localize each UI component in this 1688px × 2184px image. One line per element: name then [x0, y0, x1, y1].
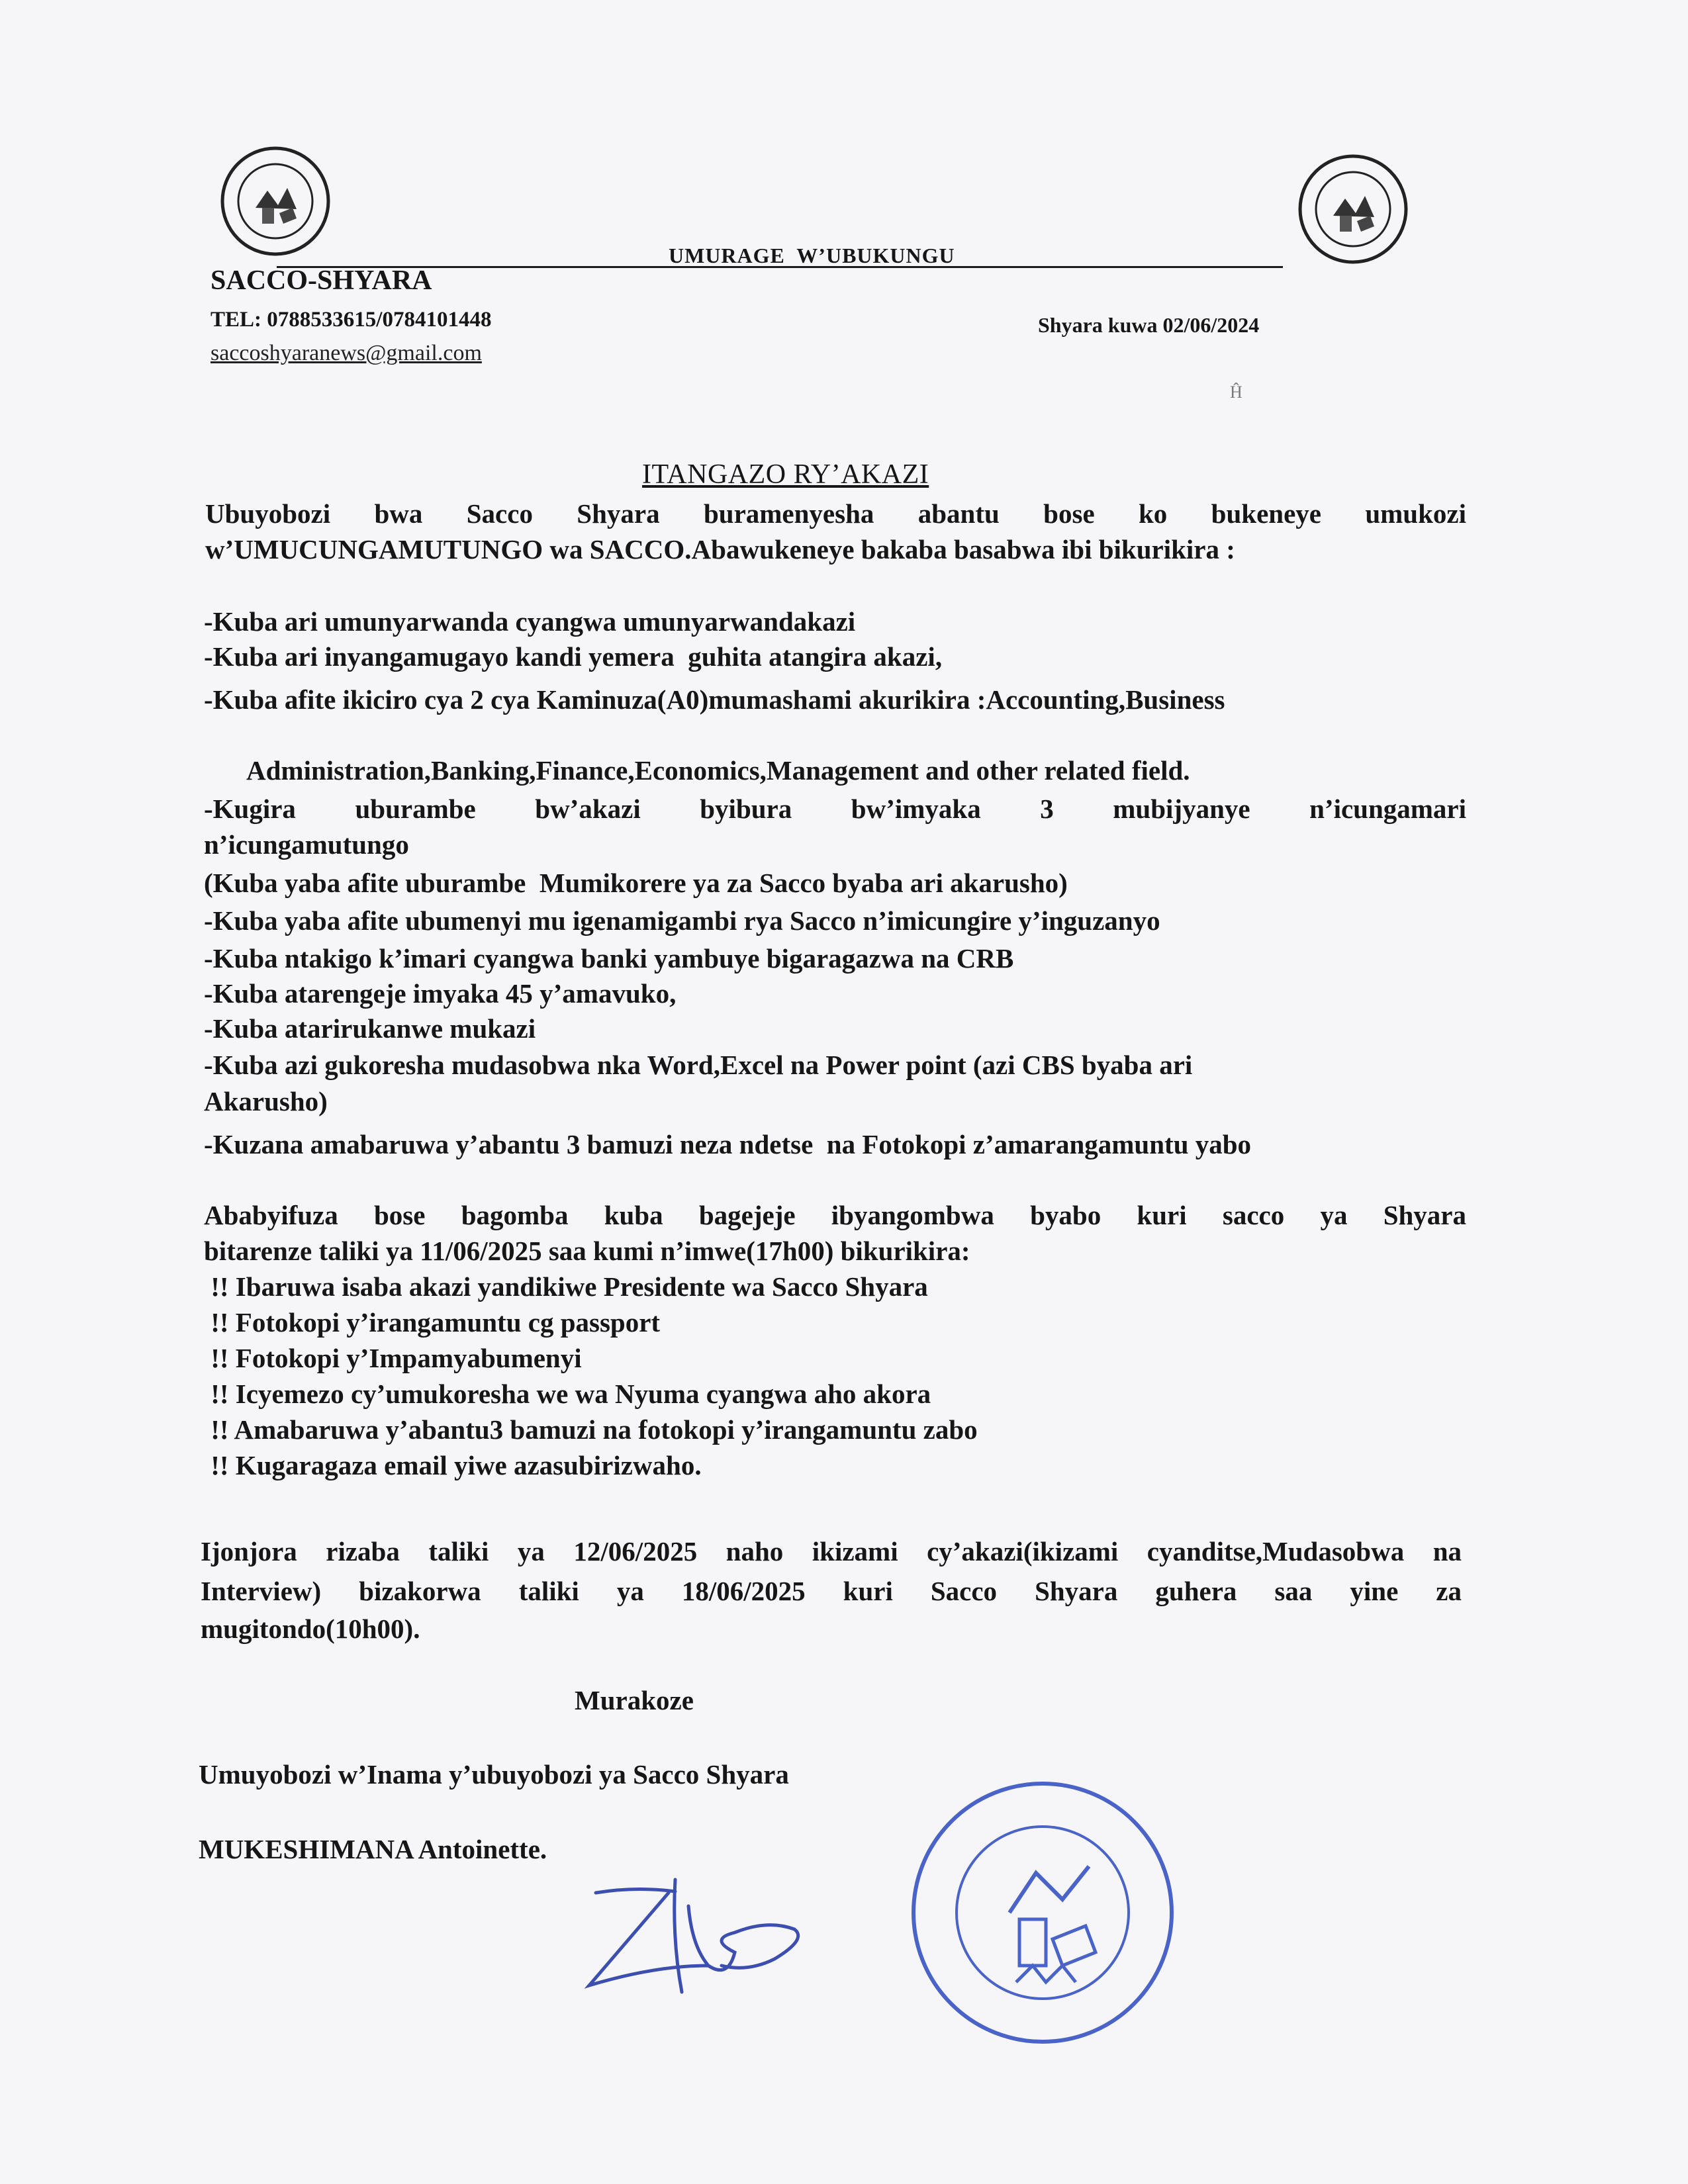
announcement-title: ITANGAZO RY’AKAZI: [642, 459, 929, 490]
selection-line-2: Interview) bizakorwa taliki ya 18/06/2025 kuri Sacco Shyara guhera saa yine za: [201, 1576, 1462, 1606]
organization-email[interactable]: saccoshyaranews@gmail.com: [211, 341, 482, 365]
selection-line-1: Ijonjora rizaba taliki ya 12/06/2025 naho ikizami cy’akazi(ikizami cyanditse,Mudasobwa na: [201, 1536, 1462, 1567]
application-doc-4: !! Icyemezo cy’umukoresha we wa Nyuma cyangwa aho akora: [204, 1379, 931, 1409]
requirement-10: -Kuba azi gukoresha mudasobwa nka Word,Excel na Power point (azi CBS byaba ari: [204, 1050, 1193, 1080]
requirement-5: (Kuba yaba afite uburambe Mumikorere ya za Sacco byaba ari akarusho): [204, 868, 1068, 898]
place-and-date: Shyara kuwa 02/06/2024: [1038, 313, 1260, 337]
stray-mark: Ĥ: [1230, 383, 1243, 402]
requirement-10-continued: Akarusho): [204, 1086, 328, 1116]
requirement-3-continued: Administration,Banking,Finance,Economics,Management and other related field.: [246, 755, 1190, 786]
signatory-role: Umuyobozi w’Inama y’ubuyobozi ya Sacco Shyara: [199, 1759, 789, 1790]
requirement-1: -Kuba ari umunyarwanda cyangwa umunyarwandakazi: [204, 606, 856, 637]
organization-phone: TEL: 0788533615/0784101448: [211, 308, 492, 332]
requirement-2: -Kuba ari inyangamugayo kandi yemera guhita atangira akazi,: [204, 641, 943, 672]
requirement-4: -Kugira uburambe bw’akazi byibura bw’imyaka 3 mubijyanye n’icungamari: [204, 794, 1466, 824]
requirement-9: -Kuba atarirukanwe mukazi: [204, 1013, 536, 1044]
requirement-8: -Kuba atarengeje imyaka 45 y’amavuko,: [204, 978, 677, 1009]
requirement-7: -Kuba ntakigo k’imari cyangwa banki yambuye bigaragazwa na CRB: [204, 943, 1014, 974]
header-motto: UMURAGE W’UBUKUNGU: [669, 244, 955, 267]
sacco-logo-right: [1296, 152, 1410, 266]
selection-line-3: mugitondo(10h00).: [201, 1614, 420, 1644]
requirement-11: -Kuzana amabaruwa y’abantu 3 bamuzi neza ndetse na Fotokopi z’amarangamuntu yabo: [204, 1129, 1252, 1160]
intro-line-1: Ubuyobozi bwa Sacco Shyara buramenyesha abantu bose ko bukeneye umukozi: [205, 498, 1466, 529]
application-doc-5: !! Amabaruwa y’abantu3 bamuzi na fotokopi y’irangamuntu zabo: [204, 1414, 978, 1445]
requirement-6: -Kuba yaba afite ubumenyi mu igenamigambi rya Sacco n’imicungire y’inguzanyo: [204, 905, 1160, 936]
requirement-3: -Kuba afite ikiciro cya 2 cya Kaminuza(A0)mumashami akurikira :Accounting,Business: [204, 684, 1225, 715]
requirement-4-continued: n’icungamutungo: [204, 829, 409, 860]
closing-thanks: Murakoze: [575, 1685, 694, 1715]
organization-name: SACCO-SHYARA: [211, 265, 432, 296]
application-doc-6: !! Kugaragaza email yiwe azasubirizwaho.: [204, 1450, 702, 1480]
signatory-name: MUKESHIMANA Antoinette.: [199, 1834, 547, 1864]
sacco-logo-left: [218, 144, 332, 258]
application-doc-1: !! Ibaruwa isaba akazi yandikiwe Presidente wa Sacco Shyara: [204, 1271, 928, 1302]
intro-line-2: w’UMUCUNGAMUTUNGO wa SACCO.Abawukeneye bakaba basabwa ibi bikurikira :: [205, 534, 1235, 565]
handwritten-signature: [576, 1866, 814, 1999]
application-doc-3: !! Fotokopi y’Impamyabumenyi: [204, 1343, 582, 1373]
application-line-2: bitarenze taliki ya 11/06/2025 saa kumi n’imwe(17h00) bikurikira:: [204, 1236, 970, 1266]
application-line-1: Ababyifuza bose bagomba kuba bagejeje ibyangombwa byabo kuri sacco ya Shyara: [204, 1200, 1466, 1230]
official-stamp: [904, 1774, 1182, 2052]
application-doc-2: !! Fotokopi y’irangamuntu cg passport: [204, 1307, 661, 1338]
